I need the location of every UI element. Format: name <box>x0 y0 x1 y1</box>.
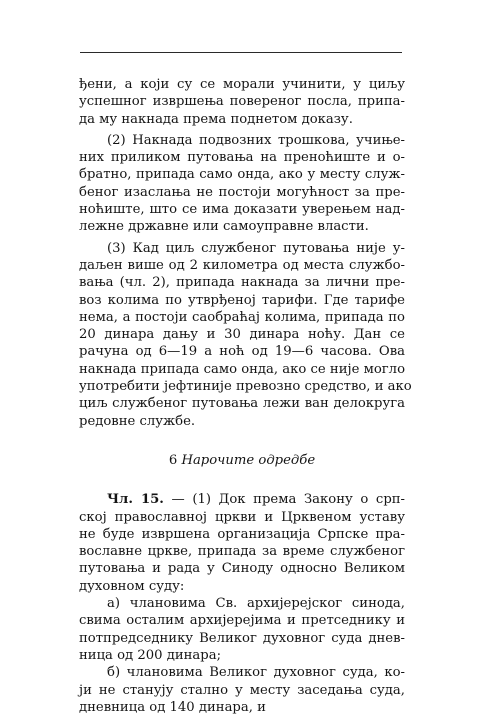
text-line: дневница од 140 динара, и <box>79 699 266 715</box>
text-line: ској православној цркви и Црквеном уставу <box>79 509 405 525</box>
text-line: накнада припада само онда, ако се није могло <box>79 361 406 377</box>
text-line: воз колима по утврђеној тарифи. Где тарифе <box>79 292 405 308</box>
text-line: (2) Накнада подвозних трошкова, учиње- <box>107 132 405 148</box>
article-15 <box>79 491 405 716</box>
text-line: них приликом путовања на преноћиште и о- <box>79 150 405 166</box>
text-line: духовном суду: <box>79 578 185 594</box>
text-line: б) члановима Великог духовног суда, ко- <box>107 665 405 681</box>
page-body <box>79 76 412 716</box>
text-line: даљен више од 2 километра од места службо- <box>79 257 405 273</box>
text-line: да му накнада према поднетом доказу. <box>79 111 353 127</box>
paragraph-3 <box>79 240 412 430</box>
paragraph-marker: (1) <box>192 492 212 508</box>
text-line: ђени, а који су се морали учинити, у циљу <box>79 77 405 92</box>
text-line: редовне службе. <box>79 413 196 429</box>
top-rule <box>80 52 402 53</box>
text-line: ји не станују стално у месту заседања суда, <box>79 682 405 698</box>
text-line: циљ службеног путовања лежи ван делокруга <box>79 396 405 412</box>
article-label: Чл. 15. <box>107 492 164 508</box>
text-line: употребити јефтиније превозно средство, и ако <box>79 379 412 395</box>
text-line: ница од 200 динара; <box>79 647 222 663</box>
text-line: успешног извршења повереног посла, припа- <box>79 94 405 110</box>
text-line: вања (чл. 2), припада накнада за лични пре- <box>79 275 405 291</box>
text-line: вославне цркве, припада за време службеног <box>79 544 405 560</box>
text-line: свима осталим архијерејима и претседнику и <box>79 613 405 629</box>
text-line: а) члановима Св. архијерејског синода, <box>107 596 405 612</box>
text-line: потпредседнику Великог духовног суда днев- <box>79 630 405 646</box>
paragraph-continuation <box>79 76 405 128</box>
paragraph-marker: (2) <box>107 132 126 148</box>
list-item <box>79 595 405 664</box>
section-title: Нарочите одредбе <box>181 452 316 468</box>
text-line: лежне државне или самоуправне власти. <box>79 219 369 235</box>
paragraph-marker: (3) <box>107 240 126 256</box>
text-line: путовања и рада у Синоду односно Великом <box>79 561 405 577</box>
text-line: ноћиште, што се има доказати уверењем над- <box>79 202 405 218</box>
text-line: 20 динара дању и 30 динара ноћу. Дан се <box>79 327 405 343</box>
text-line: рачуна од 6—19 а ноћ од 19—6 часова. Ова <box>79 344 405 360</box>
text-line: (3) Кад циљ службеног путовања није у- <box>107 240 405 256</box>
text-line: братно, припада само онда, ако у месту служ- <box>79 167 405 183</box>
paragraph-2 <box>79 132 405 236</box>
section-heading <box>79 452 405 469</box>
text-line: нема, а постоји саобраћај колима, припада по <box>79 309 405 325</box>
text-line: Чл. 15. — (1) Док према Закону о срп- <box>107 492 406 508</box>
section-number: 6 <box>168 452 178 468</box>
list-item <box>79 664 405 716</box>
text-line: не буде извршена организација Српске пра- <box>79 526 405 542</box>
text-line: беног изаслања не постоји могућност за пре- <box>79 184 405 200</box>
